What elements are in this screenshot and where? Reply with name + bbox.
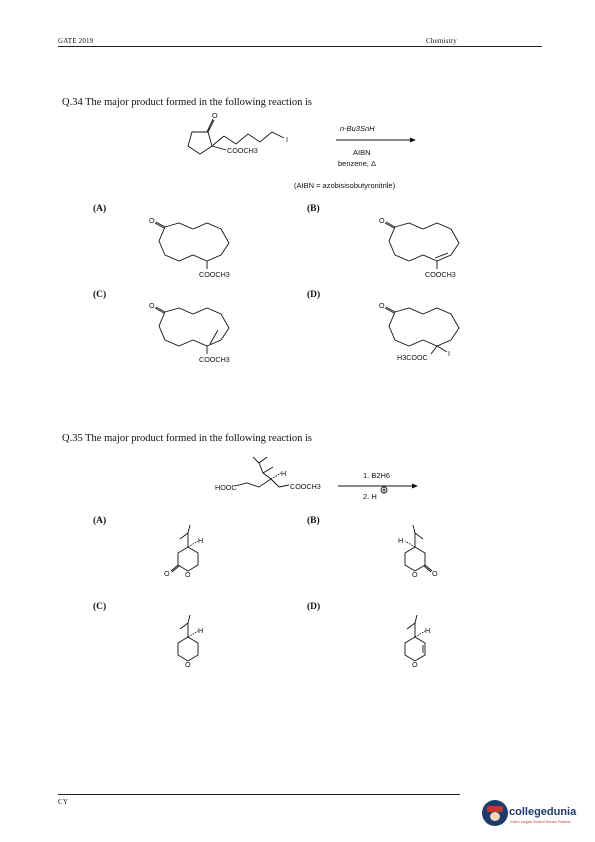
q34-b-ester: COOCH3 — [425, 270, 456, 279]
q35-a-h: H — [198, 536, 204, 545]
q35-reactant-h: H — [281, 469, 287, 478]
q35-option-d-structure — [395, 615, 455, 675]
q35-option-b-label: (B) — [307, 516, 320, 526]
q34-reactant-ester: COOCH3 — [227, 146, 258, 155]
logo-tagline: India's Largest Student Review Platform — [510, 820, 571, 824]
q35-step1: 1. B2H6 — [363, 471, 391, 480]
q35-option-b-structure — [395, 525, 455, 585]
q35-step2: 2. H — [363, 492, 377, 501]
q34-c-ester: COOCH3 — [199, 355, 230, 364]
q34-d-ester: H3COOC — [397, 353, 428, 362]
q35-a-carbonyl-o: O — [164, 569, 170, 578]
q34-d-iodo: I — [448, 349, 450, 358]
footer-divider — [58, 794, 460, 795]
q35-reactant-structure — [215, 455, 345, 500]
header-left: GATE 2019 — [58, 37, 94, 45]
q34-option-b-label: (B) — [307, 204, 320, 214]
q35-b-carbonyl-o: O — [432, 569, 438, 578]
q34-option-c-label: (C) — [93, 290, 107, 300]
q34-arrow — [336, 136, 416, 144]
q35-option-c-label: (C) — [93, 602, 107, 612]
header-divider — [58, 46, 542, 47]
q34-option-b-structure — [375, 215, 495, 279]
header-right: Chemistry — [426, 37, 457, 45]
q35-a-ring-o: O — [185, 570, 191, 579]
q34-option-a-structure — [145, 215, 265, 279]
q34-reagent-bot: benzene, Δ — [338, 159, 376, 168]
q35-option-a-label: (A) — [93, 516, 107, 526]
collegedunia-logo-icon — [482, 800, 508, 826]
q34-reagent-mid: AIBN — [353, 148, 371, 157]
q34-option-a-label: (A) — [93, 204, 107, 214]
q34-a-ester: COOCH3 — [199, 270, 230, 279]
q35-option-d-label: (D) — [307, 602, 321, 612]
q34-a-oxygen: O — [149, 216, 155, 225]
q35-arrow — [338, 482, 418, 490]
q34-title: Q.34 The major product formed in the following reaction is — [62, 97, 312, 108]
q34-option-d-label: (D) — [307, 290, 321, 300]
q34-c-oxygen: O — [149, 301, 155, 310]
q34-reactant-oxygen: O — [212, 111, 218, 120]
q34-aibn-note: (AIBN = azobisisobutyronitrile) — [294, 181, 396, 190]
q34-d-oxygen: O — [379, 301, 385, 310]
q35-d-ring-o: O — [412, 660, 418, 669]
q34-reactant-iodo: I — [286, 135, 288, 144]
q35-reactant-ester: COOCH3 — [290, 482, 321, 491]
q35-reactant-acid: HOOC — [215, 483, 237, 492]
footer-left: CY — [58, 798, 69, 806]
q35-b-ring-o: O — [412, 570, 418, 579]
q34-reactant-structure — [170, 110, 310, 160]
q35-d-h: H — [425, 626, 431, 635]
q34-option-d-structure — [375, 300, 495, 360]
q35-c-h: H — [198, 626, 204, 635]
q35-c-ring-o: O — [185, 660, 191, 669]
q34-reagent-top: n-Bu3SnH — [340, 124, 375, 133]
q35-b-h: H — [398, 536, 404, 545]
q35-plus-charge-icon — [380, 486, 388, 494]
q35-title: Q.35 The major product formed in the following reaction is — [62, 433, 312, 444]
q34-b-oxygen: O — [379, 216, 385, 225]
q34-option-c-structure — [145, 300, 265, 364]
q35-option-c-structure — [168, 615, 228, 675]
logo-name: collegedunia — [509, 806, 577, 818]
q35-option-a-structure — [164, 525, 228, 585]
